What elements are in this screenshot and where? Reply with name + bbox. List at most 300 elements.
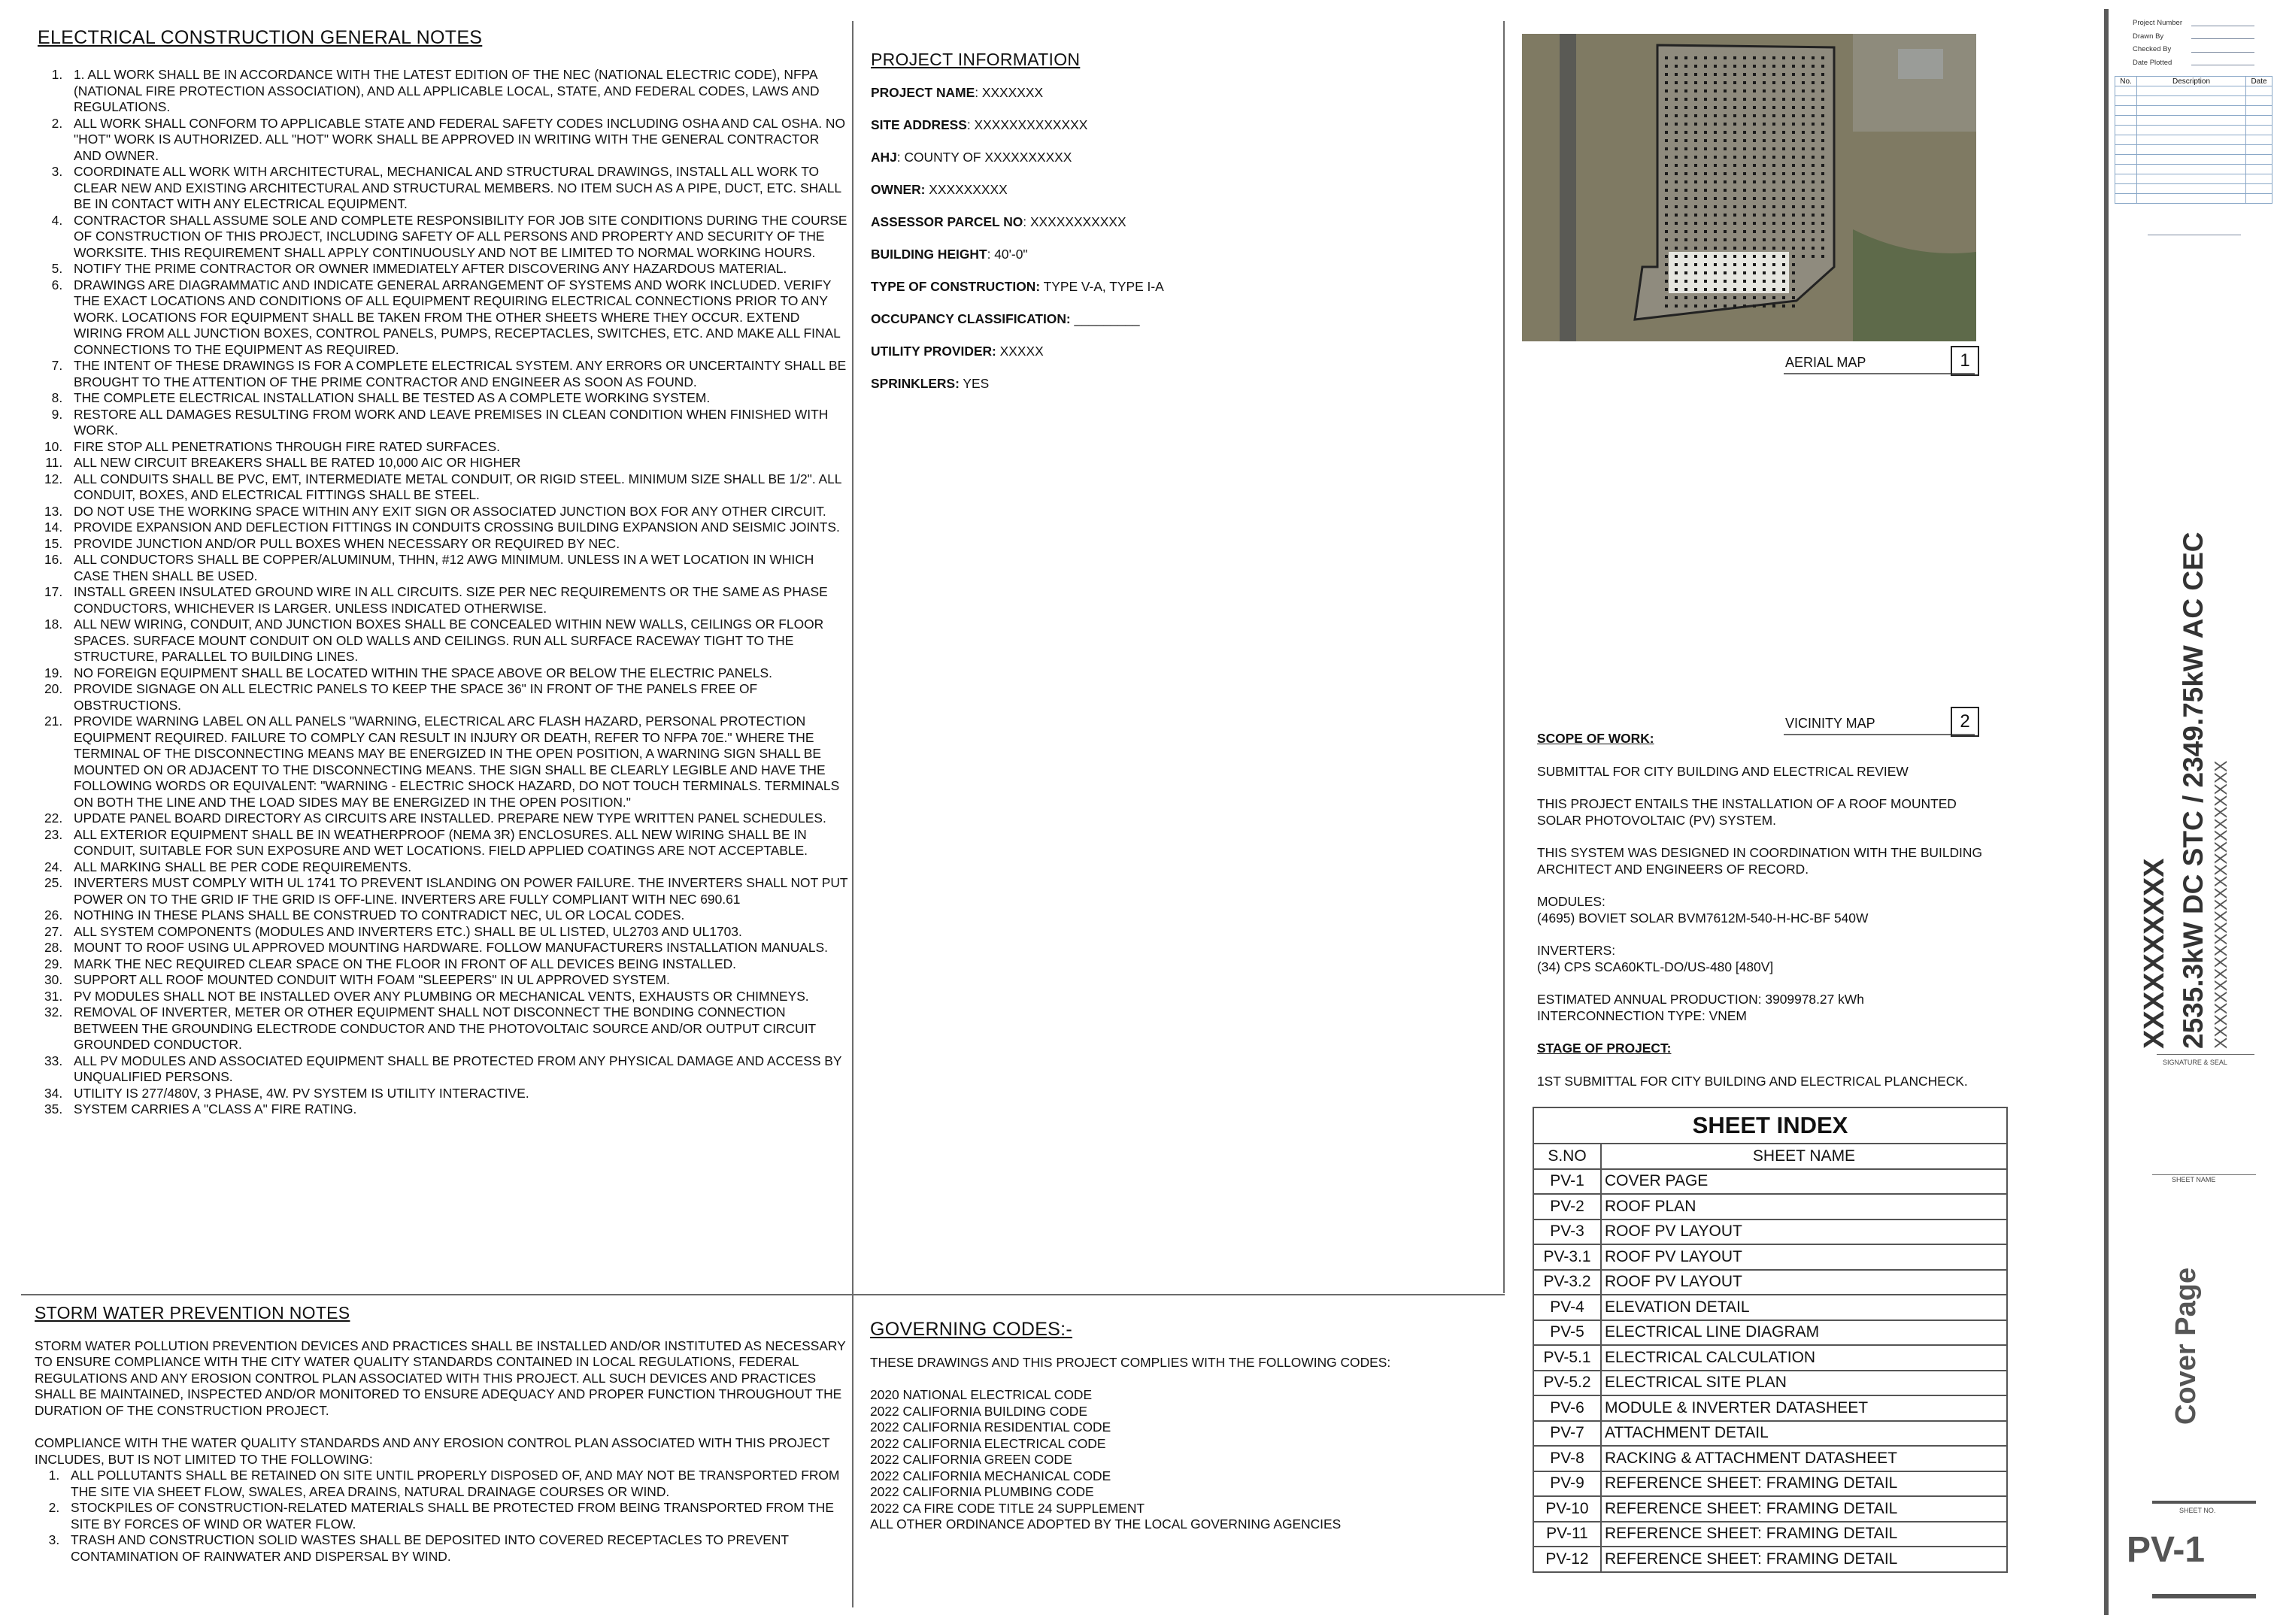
solar-panel-mark	[1802, 114, 1805, 117]
solar-panel-mark	[1782, 205, 1785, 208]
revision-row	[2115, 184, 2272, 194]
revision-cell	[2115, 184, 2137, 194]
sheet-number-cell: PV-5	[1533, 1320, 1601, 1346]
solar-panel-mark	[1684, 164, 1687, 167]
solar-panel-mark	[1694, 172, 1697, 175]
solar-panel-mark	[1724, 156, 1727, 159]
solar-panel-mark	[1743, 106, 1746, 109]
solar-panel-mark	[1675, 180, 1678, 183]
solar-panel-mark	[1684, 222, 1687, 225]
sheet-index-row	[1533, 1522, 2007, 1547]
note-item: 25. INVERTERS MUST COMPLY WITH UL 1741 TO PREVENT ISLANDING ON POWER FAILURE. THE INVERTERS SHALL NOT PUT POWER ON TO THE GRID IF THE GRID IS OFF-LINE. INVERTERS ARE FULLY COMPLIANT WITH NEC 690.61	[66, 875, 848, 907]
solar-panel-mark	[1782, 263, 1785, 266]
sheet-number-cell: PV-4	[1533, 1295, 1601, 1320]
divider-col2	[1503, 21, 1505, 1293]
solar-panel-mark	[1802, 73, 1805, 76]
project-info-value: : COUNTY OF XXXXXXXXXX	[896, 150, 1072, 165]
solar-panel-mark	[1675, 147, 1678, 150]
storm-p2: COMPLIANCE WITH THE WATER QUALITY STANDARDS AND ANY EROSION CONTROL PLAN ASSOCIATED WITH THIS PROJECT INCLUDES, BUT IS NOT LIMITED TO THE FOLLOWING:	[35, 1435, 830, 1467]
codes-intro: THESE DRAWINGS AND THIS PROJECT COMPLIES WITH THE FOLLOWING CODES:	[870, 1354, 1391, 1370]
solar-panel-mark	[1772, 247, 1775, 250]
solar-panel-mark	[1704, 131, 1707, 134]
solar-panel-mark	[1724, 106, 1727, 109]
solar-panel-mark	[1792, 114, 1795, 117]
note-item: 26. NOTHING IN THESE PLANS SHALL BE CONSTRUED TO CONTRADICT NEC, UL OR LOCAL CODES.	[66, 907, 848, 924]
sheet-number-cell: PV-5.1	[1533, 1345, 1601, 1371]
project-info-label: OWNER:	[871, 182, 926, 197]
solar-panel-mark	[1753, 255, 1756, 258]
solar-panel-mark	[1714, 189, 1717, 192]
solar-panel-mark	[1763, 56, 1766, 59]
solar-panel-mark	[1733, 172, 1736, 175]
project-info-title: PROJECT INFORMATION	[871, 50, 1081, 69]
solar-panel-mark	[1802, 89, 1805, 92]
note-item: 2. ALL WORK SHALL CONFORM TO APPLICABLE STATE AND FEDERAL SAFETY CODES INCLUDING OSHA AND CAL OSHA. NO "HOT" WORK IS AUTHORIZED. ALL "HOT" WORK SHALL BE APPROVED IN WRITING WITH THE GENERAL CONTRACTOR AND OWNER.	[66, 116, 848, 165]
solar-panel-mark	[1792, 89, 1795, 92]
sheet-name-cell: ELECTRICAL LINE DIAGRAM	[1601, 1320, 2007, 1346]
solar-panel-mark	[1714, 156, 1717, 159]
solar-panel-mark	[1684, 280, 1687, 283]
solar-panel-mark	[1743, 164, 1746, 167]
note-item: 35. SYSTEM CARRIES A "CLASS A" FIRE RATING.	[66, 1101, 848, 1118]
solar-panel-mark	[1733, 123, 1736, 126]
solar-panel-mark	[1675, 156, 1678, 159]
solar-panel-mark	[1772, 214, 1775, 217]
sheet-no-label: SHEET NO.	[2179, 1507, 2216, 1514]
revision-cell	[2115, 96, 2137, 106]
project-info-row	[871, 311, 1487, 327]
solar-panel-mark	[1802, 230, 1805, 233]
solar-panel-mark	[1684, 172, 1687, 175]
solar-panel-mark	[1665, 263, 1668, 266]
solar-panel-mark	[1812, 172, 1815, 175]
solar-panel-mark	[1665, 164, 1668, 167]
storm-item: 1. ALL POLLUTANTS SHALL BE RETAINED ON SITE UNTIL PROPERLY DISPOSED OF, AND MAY NOT BE TRANSPORTED FROM THE SITE VIA SHEET FLOW, SWALES, AREA DRAINS, NATURAL DRAINAGE COURSES OR WIND.	[63, 1468, 847, 1500]
solar-panel-mark	[1724, 247, 1727, 250]
solar-panel-mark	[1753, 263, 1756, 266]
revision-cell	[2137, 145, 2246, 155]
solar-panel-mark	[1792, 180, 1795, 183]
solar-panel-mark	[1724, 189, 1727, 192]
solar-panel-mark	[1694, 255, 1697, 258]
project-info-label: AHJ	[871, 150, 897, 165]
solar-panel-mark	[1792, 106, 1795, 109]
solar-panel-mark	[1802, 123, 1805, 126]
note-item: 7. THE INTENT OF THESE DRAWINGS IS FOR A COMPLETE ELECTRICAL SYSTEM. ANY ERRORS OR UNCERTAINTY SHALL BE BROUGHT TO THE ATTENTION OF THE PRIME CONTRACTOR AND ENGINEER AS SOON AS FOUND.	[66, 358, 848, 390]
solar-panel-mark	[1675, 222, 1678, 225]
solar-panel-mark	[1665, 238, 1668, 241]
solar-panel-mark	[1704, 106, 1707, 109]
revision-cell	[2137, 126, 2246, 135]
sheet-number: PV-1	[2127, 1530, 2206, 1570]
solar-panel-mark	[1763, 271, 1766, 274]
solar-panel-mark	[1733, 89, 1736, 92]
sheet-index-col-sno: S.NO	[1533, 1144, 1601, 1169]
solar-panel-mark	[1733, 73, 1736, 76]
solar-panel-mark	[1733, 255, 1736, 258]
solar-panel-mark	[1753, 271, 1756, 274]
solar-panel-mark	[1763, 222, 1766, 225]
solar-panel-mark	[1665, 56, 1668, 59]
solar-panel-mark	[1782, 164, 1785, 167]
solar-panel-mark	[1684, 271, 1687, 274]
solar-panel-mark	[1763, 147, 1766, 150]
solar-panel-mark	[1694, 65, 1697, 68]
solar-panel-mark	[1812, 197, 1815, 200]
solar-panel-mark	[1753, 106, 1756, 109]
sheet-name-cell: ELECTRICAL CALCULATION	[1601, 1345, 2007, 1371]
solar-panel-mark	[1802, 205, 1805, 208]
solar-panel-mark	[1763, 197, 1766, 200]
solar-panel-mark	[1665, 205, 1668, 208]
solar-panel-mark	[1792, 81, 1795, 84]
sheet-number-cell: PV-3	[1533, 1220, 1601, 1245]
solar-panel-mark	[1743, 255, 1746, 258]
revision-cell	[2115, 165, 2137, 174]
solar-panel-mark	[1724, 164, 1727, 167]
note-item: 4. CONTRACTOR SHALL ASSUME SOLE AND COMPLETE RESPONSIBILITY FOR JOB SITE CONDITIONS DURING THE COURSE OF CONSTRUCTION OF THIS PROJECT, INCLUDING SAFETY OF ALL PERSONS AND PROPERTY AND SECURITY OF THE WORKSITE. THIS REQUIREMENT SHALL APPLY CONTINUOUSLY AND NOT BE LIMITED TO NORMAL WORKING HOURS.	[66, 213, 848, 262]
solar-panel-mark	[1694, 123, 1697, 126]
project-info-value: _________	[1070, 311, 1140, 326]
titleblock-border	[2104, 9, 2109, 1615]
revision-cell	[2137, 106, 2246, 116]
code-item: 2022 CALIFORNIA PLUMBING CODE	[870, 1484, 1094, 1499]
solar-panel-mark	[1772, 156, 1775, 159]
solar-panel-mark	[1704, 65, 1707, 68]
solar-panel-mark	[1763, 304, 1766, 308]
sheet-name-label: SHEET NAME	[2172, 1176, 2216, 1183]
solar-panel-mark	[1684, 296, 1687, 299]
solar-panel-mark	[1665, 139, 1668, 142]
solar-panel-mark	[1753, 156, 1756, 159]
solar-panel-mark	[1753, 98, 1756, 101]
solar-panel-mark	[1821, 180, 1824, 183]
project-info-row	[871, 182, 1487, 198]
solar-panel-mark	[1812, 131, 1815, 134]
solar-panel-mark	[1704, 263, 1707, 266]
revision-row	[2115, 126, 2272, 135]
solar-panel-mark	[1743, 214, 1746, 217]
sheet-name-cell: ROOF PLAN	[1601, 1194, 2007, 1220]
sheet-number-cell: PV-5.2	[1533, 1371, 1601, 1396]
sheet-name: Cover Page	[2170, 1267, 2202, 1425]
solar-panel-mark	[1714, 139, 1717, 142]
solar-panel-mark	[1782, 123, 1785, 126]
solar-panel-mark	[1753, 164, 1756, 167]
project-info-label: PROJECT NAME	[871, 85, 975, 100]
solar-panel-mark	[1792, 56, 1795, 59]
revision-cell	[2137, 86, 2246, 96]
aerial-map-label: AERIAL MAP	[1785, 355, 1866, 370]
project-info-value: : 40'-0"	[987, 247, 1028, 262]
solar-panel-mark	[1821, 89, 1824, 92]
solar-panel-mark	[1714, 280, 1717, 283]
solar-panel-mark	[1724, 81, 1727, 84]
solar-panel-mark	[1675, 296, 1678, 299]
solar-panel-mark	[1724, 147, 1727, 150]
solar-panel-mark	[1704, 238, 1707, 241]
solar-panel-mark	[1763, 238, 1766, 241]
solar-panel-mark	[1763, 189, 1766, 192]
solar-panel-mark	[1782, 81, 1785, 84]
solar-panel-mark	[1704, 114, 1707, 117]
solar-panel-mark	[1704, 89, 1707, 92]
revision-cell	[2137, 135, 2246, 145]
solar-panel-mark	[1684, 73, 1687, 76]
solar-panel-mark	[1782, 73, 1785, 76]
solar-panel-mark	[1665, 98, 1668, 101]
solar-panel-mark	[1675, 205, 1678, 208]
note-item: 34. UTILITY IS 277/480V, 3 PHASE, 4W. PV SYSTEM IS UTILITY INTERACTIVE.	[66, 1086, 848, 1102]
solar-panel-mark	[1733, 156, 1736, 159]
rev-col-no: No.	[2115, 77, 2137, 86]
solar-panel-mark	[1694, 73, 1697, 76]
solar-panel-mark	[1733, 222, 1736, 225]
codes-list	[870, 1387, 1517, 1533]
solar-panel-mark	[1743, 271, 1746, 274]
sheet-name-cell: REFERENCE SHEET: FRAMING DETAIL	[1601, 1547, 2007, 1572]
solar-panel-mark	[1714, 255, 1717, 258]
solar-panel-mark	[1714, 214, 1717, 217]
solar-panel-mark	[1812, 139, 1815, 142]
solar-panel-mark	[1782, 271, 1785, 274]
solar-panel-mark	[1821, 197, 1824, 200]
solar-panel-mark	[1684, 247, 1687, 250]
solar-panel-mark	[1772, 271, 1775, 274]
aerial-map-graphic	[1522, 34, 1976, 341]
solar-panel-mark	[1792, 247, 1795, 250]
storm-water-section	[35, 1305, 847, 1565]
solar-panel-mark	[1704, 197, 1707, 200]
solar-panel-mark	[1733, 139, 1736, 142]
solar-panel-mark	[1665, 288, 1668, 291]
solar-panel-mark	[1792, 230, 1795, 233]
solar-panel-mark	[1821, 65, 1824, 68]
solar-panel-mark	[1753, 89, 1756, 92]
project-info-value: : XXXXXXXXXXXXX	[966, 117, 1088, 132]
solar-panel-mark	[1665, 131, 1668, 134]
solar-panel-mark	[1733, 230, 1736, 233]
solar-panel-mark	[1714, 56, 1717, 59]
sheet-number-cell: PV-2	[1533, 1194, 1601, 1220]
revision-row	[2115, 174, 2272, 184]
solar-panel-mark	[1684, 106, 1687, 109]
solar-panel-mark	[1821, 56, 1824, 59]
note-item: 13. DO NOT USE THE WORKING SPACE WITHIN ANY EXIT SIGN OR ASSOCIATED JUNCTION BOX FOR ANY OTHER CIRCUIT.	[66, 504, 848, 520]
solar-panel-mark	[1812, 189, 1815, 192]
title-block-fields	[2133, 17, 2182, 69]
solar-panel-mark	[1763, 98, 1766, 101]
code-item: 2022 CA FIRE CODE TITLE 24 SUPPLEMENT	[870, 1500, 1145, 1516]
solar-panel-mark	[1792, 147, 1795, 150]
note-item: 19. NO FOREIGN EQUIPMENT SHALL BE LOCATED WITHIN THE SPACE ABOVE OR BELOW THE ELECTRIC PANELS.	[66, 665, 848, 682]
solar-panel-mark	[1743, 304, 1746, 308]
sheet-name-line	[2152, 1174, 2256, 1175]
solar-panel-mark	[1743, 247, 1746, 250]
solar-panel-mark	[1743, 222, 1746, 225]
solar-panel-mark	[1733, 114, 1736, 117]
solar-panel-mark	[1684, 205, 1687, 208]
solar-panel-mark	[1753, 73, 1756, 76]
solar-panel-mark	[1665, 222, 1668, 225]
solar-panel-mark	[1743, 156, 1746, 159]
code-item: 2022 CALIFORNIA BUILDING CODE	[870, 1403, 1087, 1419]
solar-panel-mark	[1665, 65, 1668, 68]
solar-panel-mark	[1753, 56, 1756, 59]
solar-panel-mark	[1782, 189, 1785, 192]
sheet-number-cell: PV-3.1	[1533, 1244, 1601, 1270]
solar-panel-mark	[1724, 172, 1727, 175]
solar-panel-mark	[1782, 106, 1785, 109]
solar-panel-mark	[1684, 156, 1687, 159]
revision-cell	[2137, 96, 2246, 106]
solar-panel-mark	[1812, 81, 1815, 84]
note-item: 20. PROVIDE SIGNAGE ON ALL ELECTRIC PANELS TO KEEP THE SPACE 36" IN FRONT OF THE PANELS FREE OF OBSTRUCTIONS.	[66, 681, 848, 714]
solar-panel-mark	[1694, 131, 1697, 134]
solar-panel-mark	[1724, 280, 1727, 283]
solar-panel-mark	[1704, 205, 1707, 208]
rev-col-desc: Description	[2137, 77, 2246, 86]
solar-panel-mark	[1772, 230, 1775, 233]
divider-col1	[852, 21, 854, 1607]
solar-panel-mark	[1772, 164, 1775, 167]
revision-cell	[2115, 86, 2137, 96]
sheet-index-row	[1533, 1244, 2007, 1270]
solar-panel-mark	[1675, 263, 1678, 266]
solar-panel-mark	[1694, 238, 1697, 241]
aerial-map-image	[1522, 34, 1976, 341]
solar-panel-mark	[1665, 271, 1668, 274]
solar-panel-mark	[1821, 247, 1824, 250]
revision-cell	[2137, 174, 2246, 184]
solar-panel-mark	[1665, 180, 1668, 183]
solar-panel-mark	[1792, 156, 1795, 159]
solar-panel-mark	[1714, 98, 1717, 101]
solar-panel-mark	[1694, 247, 1697, 250]
solar-panel-mark	[1763, 172, 1766, 175]
solar-panel-mark	[1714, 205, 1717, 208]
sheet-index-row	[1533, 1169, 2007, 1195]
solar-panel-mark	[1684, 263, 1687, 266]
sheet-index-row	[1533, 1295, 2007, 1320]
solar-panel-mark	[1772, 106, 1775, 109]
solar-panel-mark	[1763, 255, 1766, 258]
solar-panel-mark	[1694, 89, 1697, 92]
solar-panel-mark	[1753, 214, 1756, 217]
solar-panel-mark	[1733, 164, 1736, 167]
solar-panel-mark	[1792, 214, 1795, 217]
solar-panel-mark	[1665, 189, 1668, 192]
solar-panel-mark	[1792, 205, 1795, 208]
solar-panel-mark	[1753, 197, 1756, 200]
solar-panel-mark	[1704, 271, 1707, 274]
solar-panel-mark	[1733, 304, 1736, 308]
solar-panel-mark	[1792, 65, 1795, 68]
note-item: 14. PROVIDE EXPANSION AND DEFLECTION FITTINGS IN CONDUITS CROSSING BUILDING EXPANSION AND SEISMIC JOINTS.	[66, 520, 848, 536]
solar-panel-mark	[1684, 255, 1687, 258]
solar-panel-mark	[1665, 73, 1668, 76]
solar-panel-mark	[1714, 230, 1717, 233]
divider-storm	[21, 1294, 1505, 1295]
tb-checked-by: Checked By	[2133, 45, 2172, 53]
note-item: 3. COORDINATE ALL WORK WITH ARCHITECTURAL, MECHANICAL AND STRUCTURAL DRAWINGS, INSTALL ALL WORK TO CLEAR NEW AND EXISTING ARCHITECTURAL AND STRUCTURAL MEMBERS. NO ITEM SUCH AS A PIPE, DUCT, ETC. SHALL BE IN CONTACT WITH ANY ELECTRICAL EQUIPMENT.	[66, 164, 848, 213]
solar-panel-mark	[1733, 189, 1736, 192]
solar-panel-mark	[1733, 106, 1736, 109]
solar-panel-mark	[1714, 65, 1717, 68]
solar-panel-mark	[1763, 288, 1766, 291]
project-info-label: OCCUPANCY CLASSIFICATION:	[871, 311, 1071, 326]
solar-panel-mark	[1694, 280, 1697, 283]
solar-panel-mark	[1772, 296, 1775, 299]
revision-cell	[2137, 155, 2246, 165]
solar-panel-mark	[1743, 296, 1746, 299]
solar-panel-mark	[1724, 271, 1727, 274]
solar-panel-mark	[1802, 81, 1805, 84]
revision-cell	[2115, 194, 2137, 204]
solar-panel-mark	[1792, 222, 1795, 225]
solar-panel-mark	[1684, 214, 1687, 217]
revision-row	[2115, 116, 2272, 126]
solar-panel-mark	[1675, 131, 1678, 134]
sheet-number-cell: PV-9	[1533, 1471, 1601, 1497]
solar-panel-mark	[1724, 222, 1727, 225]
sheet-number-cell: PV-8	[1533, 1446, 1601, 1471]
solar-panel-mark	[1665, 123, 1668, 126]
solar-panel-mark	[1675, 197, 1678, 200]
solar-panel-mark	[1782, 114, 1785, 117]
note-item: 21. PROVIDE WARNING LABEL ON ALL PANELS "WARNING, ELECTRICAL ARC FLASH HAZARD, PERSONAL PROTECTION EQUIPMENT REQUIRED. FAILURE TO COMPLY CAN RESULT IN INJURY OR DEATH, REFER TO NFPA 70E." WHERE THE TERMINAL OF THE DISCONNECTING MEANS MAY BE ENERGIZED IN THE OPEN POSITION, A WARNING SIGN SHALL BE MOUNTED ON OR ADJACENT TO THE DISCONNECTING MEANS. THE SIGN SHALL BE CLEARLY LEGIBLE AND HAVE THE FOLLOWING WORDS OR EQUIVALENT: "WARNING - ELECTRIC SHOCK HAZARD, DO NOT TOUCH TERMINALS. TERMINALS ON BOTH THE LINE AND THE LOAD SIDES MAY BE ENERGIZED IN THE OPEN POSITION."	[66, 714, 848, 810]
solar-panel-mark	[1733, 271, 1736, 274]
solar-panel-mark	[1821, 147, 1824, 150]
solar-panel-mark	[1704, 139, 1707, 142]
solar-panel-mark	[1704, 81, 1707, 84]
solar-panel-mark	[1684, 288, 1687, 291]
electrical-notes-title: ELECTRICAL CONSTRUCTION GENERAL NOTES	[38, 27, 483, 48]
storm-list	[35, 1468, 847, 1565]
revision-cell	[2246, 145, 2272, 155]
project-info-label: ASSESSOR PARCEL NO	[871, 214, 1023, 229]
signature-seal-label: SIGNATURE & SEAL	[2163, 1059, 2227, 1066]
solar-panel-mark	[1724, 65, 1727, 68]
solar-panel-mark	[1802, 255, 1805, 258]
solar-panel-mark	[1684, 114, 1687, 117]
solar-panel-mark	[1665, 247, 1668, 250]
solar-panel-mark	[1665, 255, 1668, 258]
sheet-name-cell: RACKING & ATTACHMENT DATASHEET	[1601, 1446, 2007, 1471]
project-info-row	[871, 247, 1487, 262]
aerial-map-underline	[1784, 373, 1975, 374]
sheet-index-row	[1533, 1446, 2007, 1471]
signature-line	[2157, 1054, 2254, 1055]
solar-panel-mark	[1802, 131, 1805, 134]
scope-p1: SUBMITTAL FOR CITY BUILDING AND ELECTRICAL REVIEW	[1537, 763, 1909, 779]
solar-panel-mark	[1763, 263, 1766, 266]
solar-panel-mark	[1714, 263, 1717, 266]
solar-panel-mark	[1733, 56, 1736, 59]
solar-panel-mark	[1753, 180, 1756, 183]
sheet-index-table	[1533, 1107, 2008, 1573]
revision-cell	[2246, 116, 2272, 126]
solar-panel-mark	[1763, 131, 1766, 134]
sheet-index-title: SHEET INDEX	[1533, 1107, 2007, 1144]
storm-p1: STORM WATER POLLUTION PREVENTION DEVICES AND PRACTICES SHALL BE INSTALLED AND/OR INSTITUTED AS NECESSARY TO ENSURE COMPLIANCE WITH THE CITY WATER QUALITY STANDARDS CONTAINED IN LOCAL REGULATIONS, FEDERAL REGULATIONS AND ANY EROSION CONTROL PLAN ASSOCIATED WITH THIS PROJECT. ALL SUCH DEVICES AND PRACTICES SHALL BE MAINTAINED, INSPECTED AND/OR MONITORED TO ENSURE ADEQUACY AND PROPER FUNCTION THROUGHOUT THE DURATION OF THE CONSTRUCTION PROJECT.	[35, 1338, 846, 1418]
revision-cell	[2246, 126, 2272, 135]
solar-panel-mark	[1743, 288, 1746, 291]
note-item: 32. REMOVAL OF INVERTER, METER OR OTHER EQUIPMENT SHALL NOT DISCONNECT THE BONDING CONNECTION BETWEEN THE GROUNDING ELECTRODE CONDUCTOR AND THE PHOTOVOLTAIC SOURCE AND/OR OUTPUT CIRCUIT GROUNDED CONDUCTOR.	[66, 1004, 848, 1053]
solar-panel-mark	[1772, 222, 1775, 225]
note-item: 24. ALL MARKING SHALL BE PER CODE REQUIREMENTS.	[66, 859, 848, 876]
project-info-label: UTILITY PROVIDER:	[871, 344, 996, 359]
